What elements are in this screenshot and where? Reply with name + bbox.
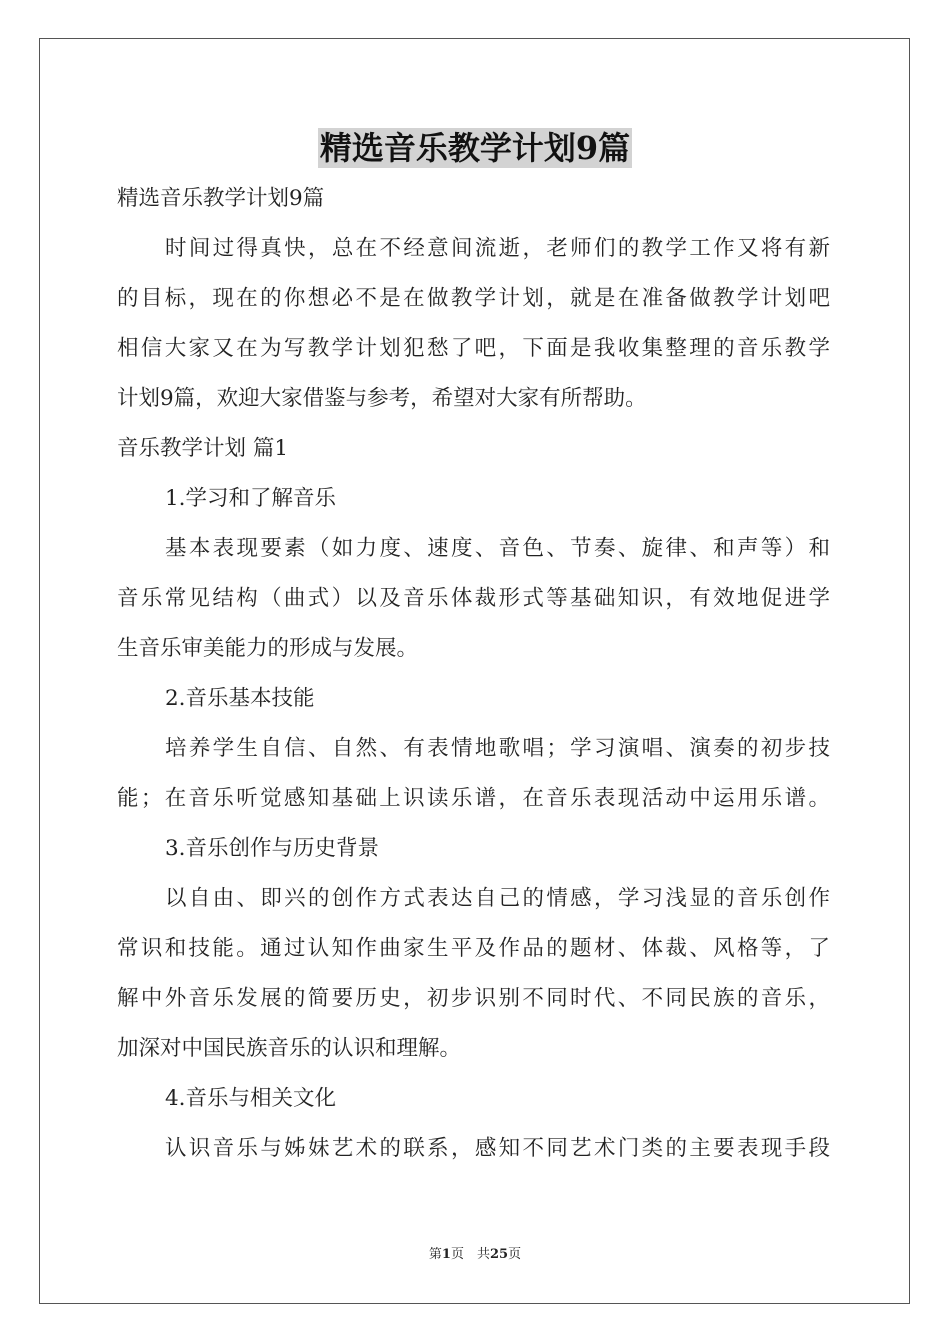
item4-heading: 4.音乐与相关文化 (165, 1086, 337, 1111)
item3-line-4: 加深对中国民族音乐的认识和理解。 (117, 1036, 462, 1061)
item1-line-3: 生音乐审美能力的形成与发展。 (117, 636, 419, 661)
item2-line-2: 能；在音乐听觉感知基础上识读乐谱，在音乐表现活动中运用乐谱。 (117, 786, 830, 811)
item2-line-1: 培养学生自信、自然、有表情地歌唱；学习演唱、演奏的初步技 (165, 736, 830, 761)
item3-heading: 3.音乐创作与历史背景 (165, 836, 380, 861)
item4-line-1: 认识音乐与姊妹艺术的联系，感知不同艺术门类的主要表现手段 (165, 1136, 830, 1161)
title-container (0, 128, 950, 168)
document-title: 精选音乐教学计划9篇 (319, 129, 631, 167)
footer-prefix: 第 (428, 1247, 442, 1262)
intro-line-4: 计划9篇，欢迎大家借鉴与参考，希望对大家有所帮助。 (117, 386, 647, 411)
footer-current-page: 1 (441, 1247, 451, 1262)
item1-heading: 1.学习和了解音乐 (165, 486, 337, 511)
item2-heading: 2.音乐基本技能 (165, 686, 315, 711)
item3-line-1: 以自由、即兴的创作方式表达自己的情感，学习浅显的音乐创作 (165, 886, 830, 911)
document-subtitle: 精选音乐教学计划9篇 (117, 186, 325, 211)
section-heading: 音乐教学计划 篇1 (117, 436, 289, 461)
item1-line-1: 基本表现要素（如力度、速度、音色、节奏、旋律、和声等）和 (165, 536, 830, 561)
footer-mid: 页 共 (450, 1247, 490, 1262)
intro-line-2: 的目标，现在的你想必不是在做教学计划，就是在准备做教学计划吧 (117, 286, 830, 311)
intro-line-1: 时间过得真快，总在不经意间流逝，老师们的教学工作又将有新 (165, 236, 830, 261)
item3-line-2: 常识和技能。通过认知作曲家生平及作品的题材、体裁、风格等，了 (117, 936, 830, 961)
footer-total-pages: 25 (489, 1247, 509, 1262)
intro-line-3: 相信大家又在为写教学计划犯愁了吧，下面是我收集整理的音乐教学 (117, 336, 830, 361)
item1-line-2: 音乐常见结构（曲式）以及音乐体裁形式等基础知识，有效地促进学 (117, 586, 830, 611)
footer-suffix: 页 (508, 1247, 522, 1262)
page-footer (0, 1246, 950, 1264)
item3-line-3: 解中外音乐发展的简要历史，初步识别不同时代、不同民族的音乐， (117, 986, 830, 1011)
page-border (39, 38, 910, 1304)
